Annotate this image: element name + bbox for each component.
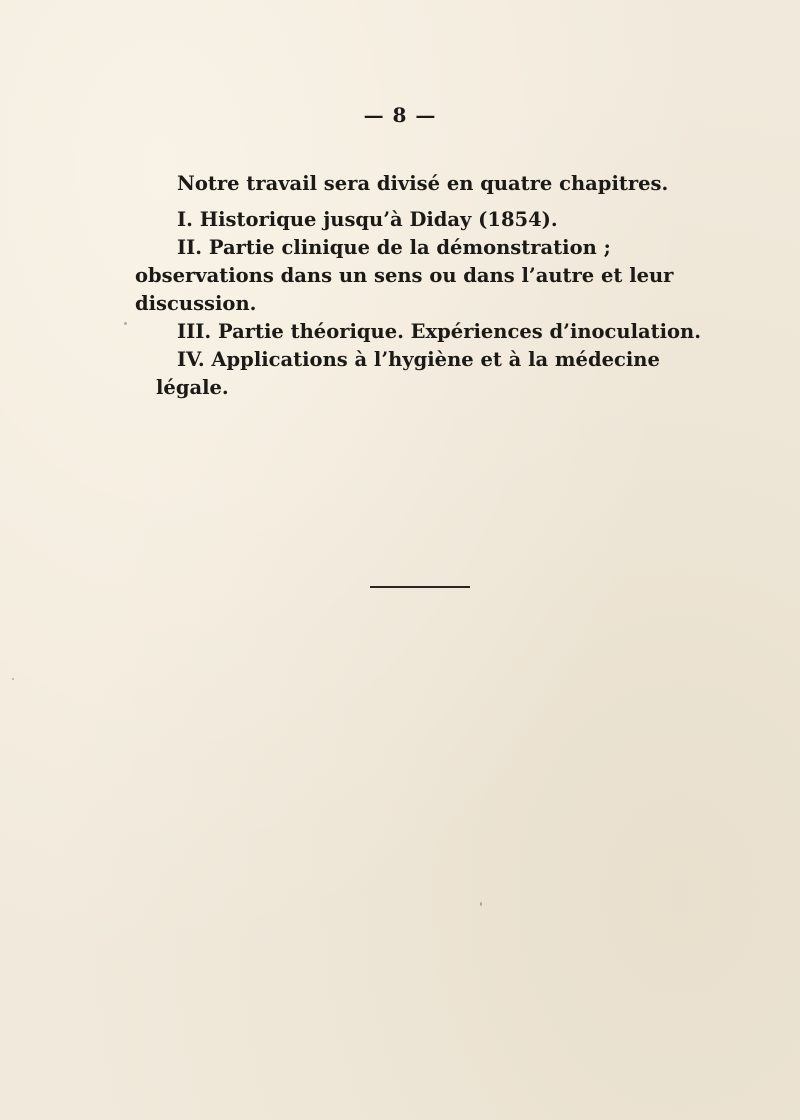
paper-speck [12, 678, 14, 680]
chapter-item-2: II. Partie clinique de la démonstration ; observations dans un sens ou dans l’autre et leur discussion. [135, 236, 674, 315]
chapter-item-4: IV. Applications à l’hygiène et à la médecine légale. [156, 348, 660, 399]
chapter-item-3: III. Partie théorique. Expériences d’inoculation. [177, 320, 702, 343]
paper-speck [124, 322, 127, 325]
section-divider [370, 586, 470, 588]
chapter-item-1: I. Historique jusqu’à Diday (1854). [177, 208, 558, 231]
body-text [135, 170, 708, 402]
paper-speck [480, 902, 482, 906]
intro-paragraph: Notre travail sera divisé en quatre chapitres. [177, 172, 669, 195]
page-number: — 8 — [363, 103, 437, 127]
